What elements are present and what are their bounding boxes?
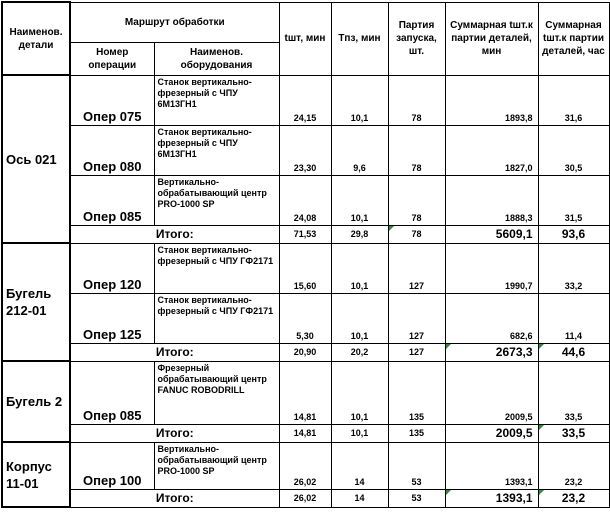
tpz-cell: 10,1	[331, 293, 388, 343]
tsht-cell: 5,30	[279, 293, 331, 343]
tsht-cell: 24,08	[279, 175, 331, 225]
equipment-cell: Вертикально-обрабатывающий центр PRO-1000 SP	[154, 442, 279, 489]
equipment-cell: Станок вертикально-фрезерный с ЧПУ 6М13ГН1	[154, 125, 279, 175]
batch-cell: 78	[388, 175, 445, 225]
sum-min-cell: 1990,7	[445, 243, 538, 293]
batch-cell: 127	[388, 293, 445, 343]
total-tsht: 14,81	[279, 424, 331, 442]
table-row	[2, 293, 609, 343]
tsht-cell: 26,02	[279, 442, 331, 489]
part-name-cell: Ось 021	[2, 75, 70, 243]
total-sum-min: 2009,5	[445, 424, 538, 442]
batch-cell: 53	[388, 442, 445, 489]
total-sum-min: 5609,1	[445, 225, 538, 243]
sum-min-cell: 1827,0	[445, 125, 538, 175]
total-row	[2, 343, 609, 361]
total-label: Итого:	[70, 225, 279, 243]
header-sum-hour: Суммарная tшт.к партии деталей, час	[538, 2, 609, 75]
sum-min-cell: 1888,3	[445, 175, 538, 225]
total-sum-min: 2673,3	[445, 343, 538, 361]
table-row	[2, 361, 609, 424]
header-tpz: Тпз, мин	[331, 2, 388, 75]
tpz-cell: 9,6	[331, 125, 388, 175]
total-tsht: 26,02	[279, 489, 331, 507]
equipment-cell: Станок вертикально-фрезерный с ЧПУ ГФ2171	[154, 243, 279, 293]
header-equipment: Наименов. оборудования	[154, 42, 279, 75]
batch-cell: 78	[388, 75, 445, 125]
batch-cell: 78	[388, 125, 445, 175]
operation-cell: Опер 120	[70, 243, 154, 293]
total-tpz: 14	[331, 489, 388, 507]
tpz-cell: 14	[331, 442, 388, 489]
total-batch: 53	[388, 489, 445, 507]
equipment-cell: Станок вертикально-фрезерный с ЧПУ 6М13ГН1	[154, 75, 279, 125]
sum-hour-cell: 30,5	[538, 125, 609, 175]
sum-min-cell: 2009,5	[445, 361, 538, 424]
total-tsht: 71,53	[279, 225, 331, 243]
operation-cell: Опер 085	[70, 175, 154, 225]
part-name-cell: Бугель 212-01	[2, 243, 70, 361]
tsht-cell: 24,15	[279, 75, 331, 125]
total-row	[2, 225, 609, 243]
header-batch: Партия запуска, шт.	[388, 2, 445, 75]
total-sum-hour: 33,5	[538, 424, 609, 442]
tsht-cell: 15,60	[279, 243, 331, 293]
total-batch: 78	[388, 225, 445, 243]
total-batch: 127	[388, 343, 445, 361]
total-label: Итого:	[70, 343, 279, 361]
table-row	[2, 442, 609, 489]
tsht-cell: 23,30	[279, 125, 331, 175]
tpz-cell: 10,1	[331, 75, 388, 125]
tpz-cell: 10,1	[331, 243, 388, 293]
header-route: Маршрут обработки	[70, 2, 279, 42]
operation-cell: Опер 080	[70, 125, 154, 175]
sum-min-cell: 1893,8	[445, 75, 538, 125]
sum-hour-cell: 33,5	[538, 361, 609, 424]
batch-cell: 135	[388, 361, 445, 424]
equipment-cell: Вертикально-обрабатывающий центр PRO-1000 SP	[154, 175, 279, 225]
total-label: Итого:	[70, 489, 279, 507]
total-row	[2, 424, 609, 442]
sum-hour-cell: 23,2	[538, 442, 609, 489]
table-row	[2, 175, 609, 225]
equipment-cell: Фрезерный обрабатывающий центр FANUC ROBODRILL	[154, 361, 279, 424]
sum-hour-cell: 33,2	[538, 243, 609, 293]
tsht-cell: 14,81	[279, 361, 331, 424]
total-row	[2, 489, 609, 507]
table-row	[2, 75, 609, 125]
total-sum-hour: 93,6	[538, 225, 609, 243]
header-tsht: tшт, мин	[279, 2, 331, 75]
tpz-cell: 10,1	[331, 175, 388, 225]
batch-cell: 127	[388, 243, 445, 293]
sum-hour-cell: 11,4	[538, 293, 609, 343]
processing-route-table	[1, 1, 610, 508]
header-part-name: Наименов. детали	[2, 2, 70, 75]
table-row	[2, 243, 609, 293]
part-name-cell: Бугель 2	[2, 361, 70, 442]
total-sum-hour: 44,6	[538, 343, 609, 361]
header-op-number: Номер операции	[70, 42, 154, 75]
table-row	[2, 125, 609, 175]
total-tpz: 10,1	[331, 424, 388, 442]
operation-cell: Опер 100	[70, 442, 154, 489]
total-tpz: 20,2	[331, 343, 388, 361]
sum-hour-cell: 31,5	[538, 175, 609, 225]
equipment-cell: Станок вертикально-фрезерный с ЧПУ ГФ2171	[154, 293, 279, 343]
operation-cell: Опер 125	[70, 293, 154, 343]
sum-min-cell: 1393,1	[445, 442, 538, 489]
total-tpz: 29,8	[331, 225, 388, 243]
sum-min-cell: 682,6	[445, 293, 538, 343]
sum-hour-cell: 31,6	[538, 75, 609, 125]
total-batch: 135	[388, 424, 445, 442]
total-sum-hour: 23,2	[538, 489, 609, 507]
total-label: Итого:	[70, 424, 279, 442]
total-tsht: 20,90	[279, 343, 331, 361]
total-sum-min: 1393,1	[445, 489, 538, 507]
operation-cell: Опер 075	[70, 75, 154, 125]
tpz-cell: 10,1	[331, 361, 388, 424]
part-name-cell: Корпус 11-01	[2, 442, 70, 507]
operation-cell: Опер 085	[70, 361, 154, 424]
header-sum-min: Суммарная tшт.к партии деталей, мин	[445, 2, 538, 75]
